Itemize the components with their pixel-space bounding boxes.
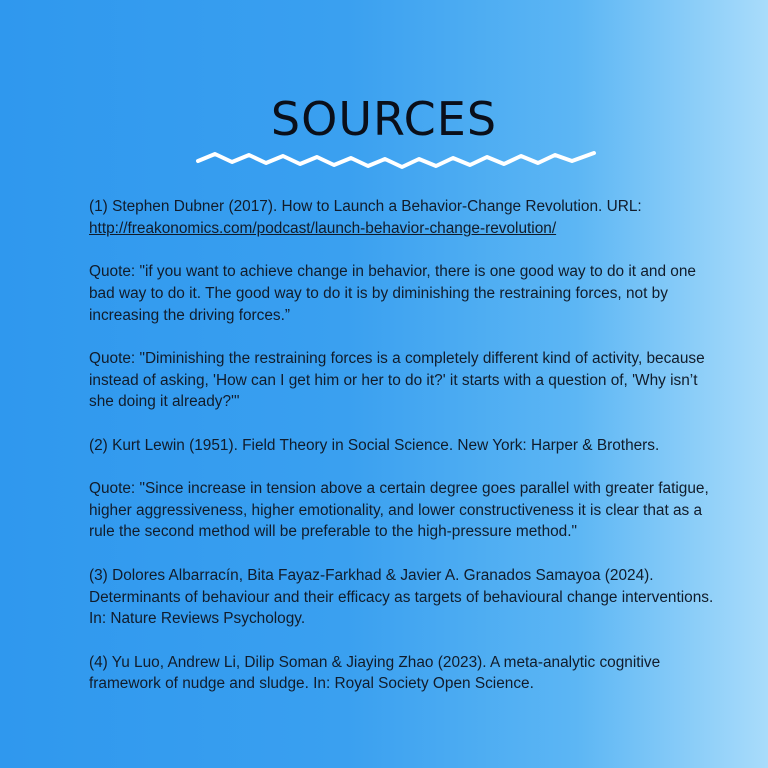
source-citation: (1) Stephen Dubner (2017). How to Launch a Behavior-Change Revolution. URL: (89, 198, 642, 215)
source-quote-1a: Quote: "if you want to achieve change in behavior, there is one good way to do it and one bad way to do it. The good way to do it is by diminishing the restraining forces, not by increasing the driving forces.” (89, 263, 696, 324)
source-entry-4: (4) Yu Luo, Andrew Li, Dilip Soman & Jiaying Zhao (2023). A meta-analytic cognitive framework of nudge and sludge. In: Royal Society Open Science. (89, 653, 661, 693)
page-title: SOURCES (270, 92, 498, 146)
wavy-divider (195, 146, 597, 172)
sources-list (89, 196, 719, 717)
source-entry-3: (3) Dolores Albarracín, Bita Fayaz-Farkhad & Javier A. Granados Samayoa (2024). Determinants of behaviour and their efficacy as targets of behavioural change interventions. In: Nature Reviews Psychology. (89, 566, 714, 628)
source-link[interactable]: http://freakonomics.com/podcast/launch-behavior-change-revolution/ (89, 219, 557, 237)
wavy-line (198, 153, 594, 167)
source-quote-2: Quote: "Since increase in tension above a certain degree goes parallel with greater fatigue, higher aggressiveness, higher emotionality, and lower constructiveness it is clear that as a rule the second method will be preferable to the high-pressure method." (89, 480, 709, 541)
source-entry-1 (89, 196, 719, 239)
source-entry-2: (2) Kurt Lewin (1951). Field Theory in Social Science. New York: Harper & Brothers. (89, 436, 660, 454)
source-quote-1b: Quote: "Diminishing the restraining forces is a completely different kind of activity, because instead of asking, 'How can I get him or her to do it?' it starts with a question of, 'Why isn’t she doing it already?'" (89, 349, 705, 411)
